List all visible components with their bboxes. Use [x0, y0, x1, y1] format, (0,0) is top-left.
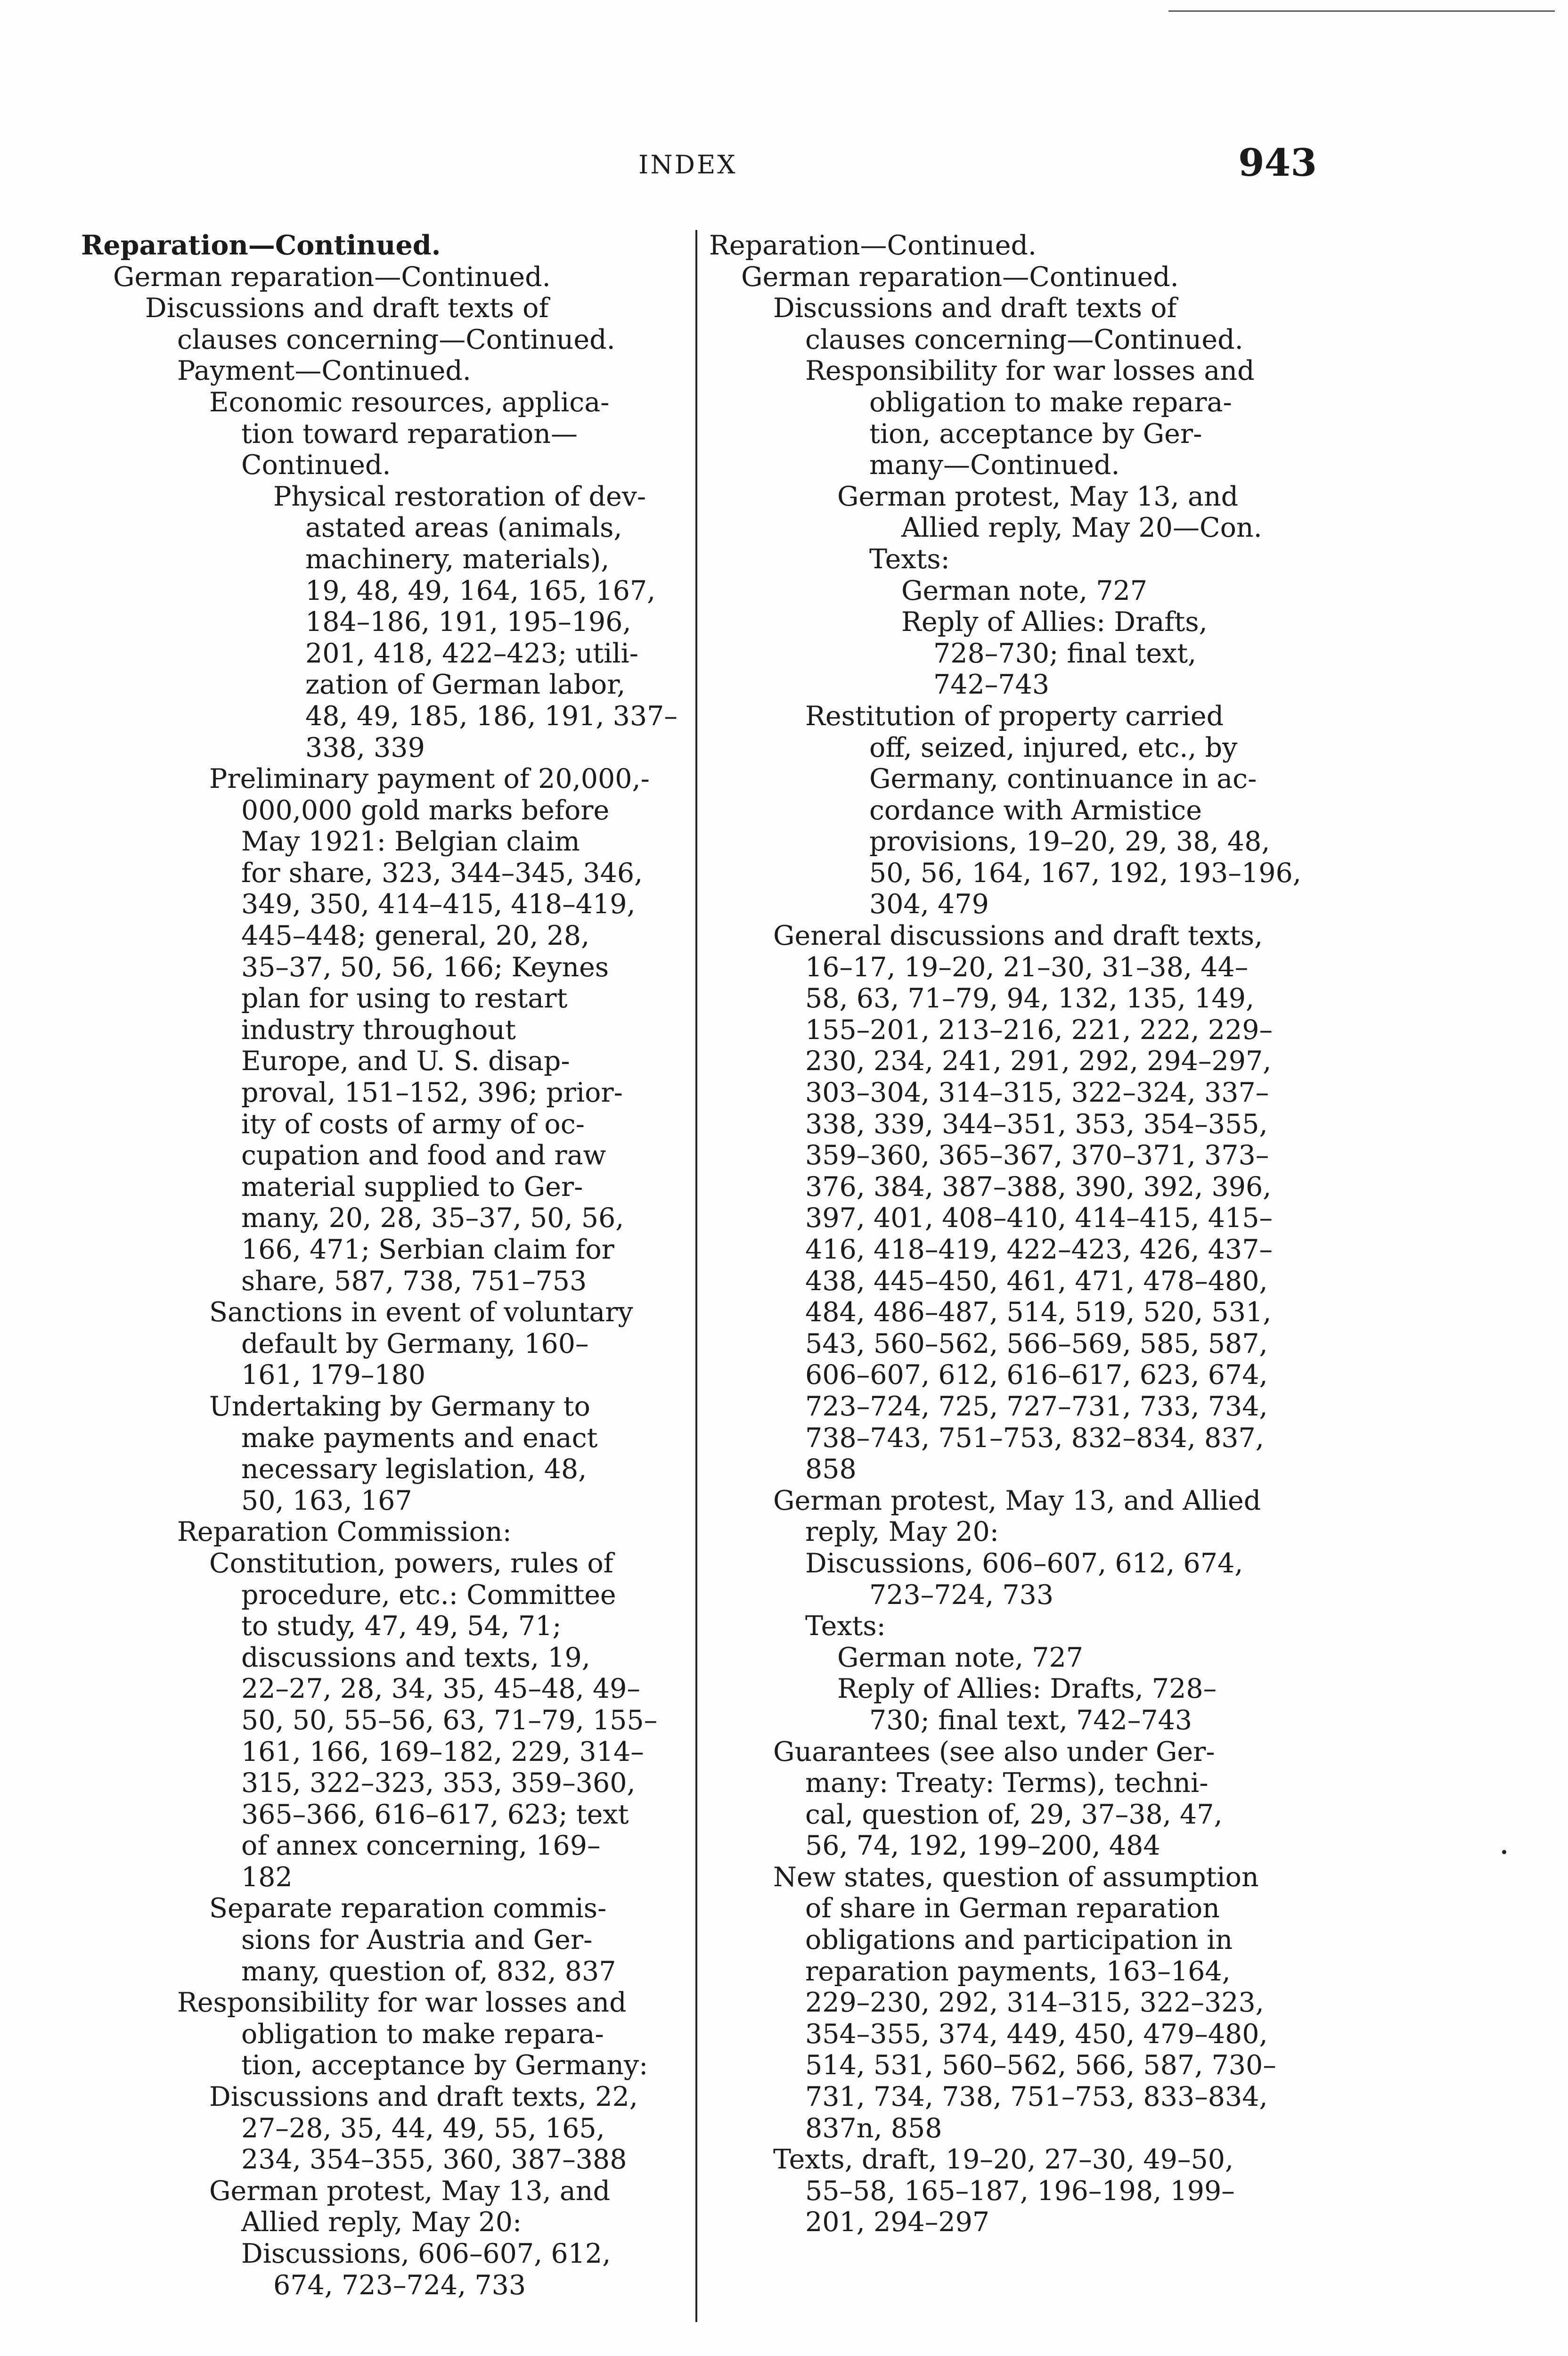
index-line: 55–58, 165–187, 196–198, 199–: [805, 2175, 1235, 2207]
index-line: tion toward reparation—: [241, 418, 578, 450]
index-line: 182: [241, 1861, 293, 1893]
index-line: German reparation—Continued.: [113, 261, 551, 293]
index-line: Discussions and draft texts of: [773, 293, 1177, 324]
index-line: clauses concerning—Continued.: [177, 324, 615, 355]
index-line: for share, 323, 344–345, 346,: [241, 857, 643, 889]
index-line: reply, May 20:: [805, 1516, 999, 1548]
index-line: 858: [805, 1454, 857, 1485]
index-line: Discussions, 606–607, 612,: [241, 2238, 611, 2269]
index-line: Continued.: [241, 450, 391, 481]
index-line: obligations and participation in: [805, 1924, 1233, 1956]
index-line: 161, 179–180: [241, 1359, 426, 1391]
index-line: 304, 479: [869, 889, 989, 920]
index-line: 723–724, 725, 727–731, 733, 734,: [805, 1391, 1268, 1422]
index-line: Responsibility for war losses and: [177, 1987, 627, 2019]
index-line: sions for Austria and Ger-: [241, 1924, 593, 1956]
index-line: German reparation—Continued.: [741, 261, 1179, 293]
index-line: German note, 727: [837, 1642, 1084, 1673]
index-line: industry throughout: [241, 1014, 516, 1046]
page-number: 943: [1238, 140, 1317, 185]
index-line: 837n, 858: [805, 2112, 942, 2144]
index-line: May 1921: Belgian claim: [241, 826, 580, 858]
column-rule: [695, 230, 697, 2322]
index-line: 606–607, 612, 616–617, 623, 674,: [805, 1359, 1268, 1391]
index-line: Preliminary payment of 20,000,-: [209, 763, 650, 795]
index-line: many—Continued.: [869, 450, 1120, 481]
index-line: of annex concerning, 169–: [241, 1830, 601, 1862]
index-line: Guarantees (see also under Ger-: [773, 1736, 1215, 1767]
index-line: obligation to make repara-: [869, 386, 1232, 418]
index-line: 201, 418, 422–423; utili-: [305, 638, 639, 669]
index-line: proval, 151–152, 396; prior-: [241, 1077, 623, 1109]
index-line: 16–17, 19–20, 21–30, 31–38, 44–: [805, 951, 1249, 983]
right-column: [709, 230, 1315, 2238]
index-line: many: Treaty: Terms), techni-: [805, 1767, 1209, 1799]
index-line: 397, 401, 408–410, 414–415, 415–: [805, 1203, 1273, 1234]
index-line: Texts:: [869, 543, 950, 575]
index-line: 438, 445–450, 461, 471, 478–480,: [805, 1265, 1268, 1297]
index-line: Reparation—Continued.: [709, 230, 1037, 261]
margin-dot: [1502, 1850, 1506, 1854]
index-line: 365–366, 616–617, 623; text: [241, 1799, 629, 1830]
index-line: Responsibility for war losses and: [805, 355, 1255, 387]
index-line: Reply of Allies: Drafts,: [901, 606, 1208, 638]
index-line: many, question of, 832, 837: [241, 1955, 616, 1987]
index-line: necessary legislation, 48,: [241, 1454, 587, 1485]
index-line: 56, 74, 192, 199–200, 484: [805, 1830, 1160, 1862]
index-line: make payments and enact: [241, 1422, 598, 1454]
index-line: Reparation—Continued.: [81, 229, 441, 261]
running-head: INDEX: [638, 150, 737, 180]
index-line: Physical restoration of dev-: [273, 481, 646, 512]
index-line: 730; final text, 742–743: [869, 1704, 1192, 1736]
index-line: cordance with Armistice: [869, 794, 1202, 826]
index-line: of share in German reparation: [805, 1893, 1220, 1924]
index-line: Undertaking by Germany to: [209, 1391, 590, 1422]
index-line: Discussions and draft texts of: [145, 293, 549, 324]
index-line: 303–304, 314–315, 322–324, 337–: [805, 1077, 1269, 1109]
index-line: Constitution, powers, rules of: [209, 1547, 613, 1579]
index-line: obligation to make repara-: [241, 2018, 604, 2050]
index-line: Restitution of property carried: [805, 700, 1224, 732]
index-line: 35–37, 50, 56, 166; Keynes: [241, 951, 609, 983]
index-line: 22–27, 28, 34, 35, 45–48, 49–: [241, 1673, 640, 1705]
index-line: 728–730; final text,: [933, 638, 1197, 669]
index-line: 27–28, 35, 44, 49, 55, 165,: [241, 2112, 605, 2144]
index-line: off, seized, injured, etc., by: [869, 732, 1238, 763]
index-line: 738–743, 751–753, 832–834, 837,: [805, 1422, 1264, 1454]
index-line: Texts:: [805, 1611, 886, 1642]
index-line: reparation payments, 163–164,: [805, 1955, 1231, 1987]
index-line: Discussions and draft texts, 22,: [209, 2081, 638, 2113]
index-line: 155–201, 213–216, 221, 222, 229–: [805, 1014, 1273, 1046]
index-line: ity of costs of army of oc-: [241, 1108, 585, 1140]
index-line: Reparation Commission:: [177, 1516, 512, 1548]
index-line: provisions, 19–20, 29, 38, 48,: [869, 826, 1270, 858]
index-line: 184–186, 191, 195–196,: [305, 606, 631, 638]
index-line: tion, acceptance by Ger-: [869, 418, 1202, 450]
index-line: German note, 727: [901, 575, 1148, 606]
index-line: machinery, materials),: [305, 543, 610, 575]
index-line: to study, 47, 49, 54, 71;: [241, 1611, 562, 1642]
index-line: Payment—Continued.: [177, 355, 471, 387]
index-line: German protest, May 13, and: [209, 2175, 611, 2207]
index-line: New states, question of assumption: [773, 1861, 1259, 1893]
index-line: plan for using to restart: [241, 983, 568, 1014]
index-line: General discussions and draft texts,: [773, 920, 1263, 952]
index-line: Sanctions in event of voluntary: [209, 1297, 633, 1328]
index-line: 50, 163, 167: [241, 1485, 412, 1516]
left-column: [81, 230, 686, 2301]
index-line: 354–355, 374, 449, 450, 479–480,: [805, 2018, 1268, 2050]
index-line: 50, 50, 55–56, 63, 71–79, 155–: [241, 1704, 658, 1736]
index-line: clauses concerning—Continued.: [805, 324, 1243, 355]
index-line: 19, 48, 49, 164, 165, 167,: [305, 575, 656, 606]
index-line: discussions and texts, 19,: [241, 1642, 590, 1673]
index-line: 201, 294–297: [805, 2207, 990, 2238]
index-line: 48, 49, 185, 186, 191, 337–: [305, 700, 678, 732]
index-line: default by Germany, 160–: [241, 1328, 589, 1359]
index-line: Texts, draft, 19–20, 27–30, 49–50,: [773, 2144, 1234, 2176]
index-line: 484, 486–487, 514, 519, 520, 531,: [805, 1297, 1272, 1328]
index-line: Economic resources, applica-: [209, 386, 610, 418]
index-line: cupation and food and raw: [241, 1140, 606, 1171]
index-line: Discussions, 606–607, 612, 674,: [805, 1547, 1243, 1579]
index-line: cal, question of, 29, 37–38, 47,: [805, 1799, 1223, 1830]
index-line: many, 20, 28, 35–37, 50, 56,: [241, 1203, 624, 1234]
index-line: 315, 322–323, 353, 359–360,: [241, 1767, 636, 1799]
index-line: 229–230, 292, 314–315, 322–323,: [805, 1987, 1264, 2019]
index-line: 445–448; general, 20, 28,: [241, 920, 590, 952]
index-line: Europe, and U. S. disap-: [241, 1046, 570, 1077]
index-line: 359–360, 365–367, 370–371, 373–: [805, 1140, 1269, 1171]
index-line: 50, 56, 164, 167, 192, 193–196,: [869, 857, 1301, 889]
index-line: astated areas (animals,: [305, 512, 622, 544]
index-line: share, 587, 738, 751–753: [241, 1265, 587, 1297]
index-line: 338, 339: [305, 732, 425, 763]
index-line: 349, 350, 414–415, 418–419,: [241, 889, 636, 920]
index-line: 376, 384, 387–388, 390, 392, 396,: [805, 1171, 1272, 1203]
top-rule: [1168, 10, 1555, 12]
index-line: 723–724, 733: [869, 1579, 1054, 1611]
index-line: zation of German labor,: [305, 669, 626, 701]
index-line: 543, 560–562, 566–569, 585, 587,: [805, 1328, 1268, 1359]
index-line: 234, 354–355, 360, 387–388: [241, 2144, 627, 2176]
index-line: Reply of Allies: Drafts, 728–: [837, 1673, 1217, 1705]
index-line: tion, acceptance by Germany:: [241, 2050, 648, 2081]
index-line: 416, 418–419, 422–423, 426, 437–: [805, 1234, 1273, 1265]
index-line: 514, 531, 560–562, 566, 587, 730–: [805, 2050, 1276, 2081]
index-line: German protest, May 13, and: [837, 481, 1239, 512]
index-line: 230, 234, 241, 291, 292, 294–297,: [805, 1046, 1272, 1077]
index-line: Separate reparation commis-: [209, 1893, 607, 1924]
index-line: 731, 734, 738, 751–753, 833–834,: [805, 2081, 1268, 2113]
index-line: material supplied to Ger-: [241, 1171, 583, 1203]
index-line: Allied reply, May 20:: [241, 2207, 522, 2238]
index-line: German protest, May 13, and Allied: [773, 1485, 1261, 1516]
index-line: Allied reply, May 20—Con.: [901, 512, 1262, 544]
index-line: 161, 166, 169–182, 229, 314–: [241, 1736, 644, 1767]
index-line: Germany, continuance in ac-: [869, 763, 1257, 795]
index-line: 338, 339, 344–351, 353, 354–355,: [805, 1108, 1268, 1140]
index-line: 000,000 gold marks before: [241, 794, 610, 826]
index-line: 742–743: [933, 669, 1050, 701]
index-line: 58, 63, 71–79, 94, 132, 135, 149,: [805, 983, 1255, 1014]
index-line: 166, 471; Serbian claim for: [241, 1234, 614, 1265]
index-line: procedure, etc.: Committee: [241, 1579, 616, 1611]
index-line: 674, 723–724, 733: [273, 2269, 526, 2301]
